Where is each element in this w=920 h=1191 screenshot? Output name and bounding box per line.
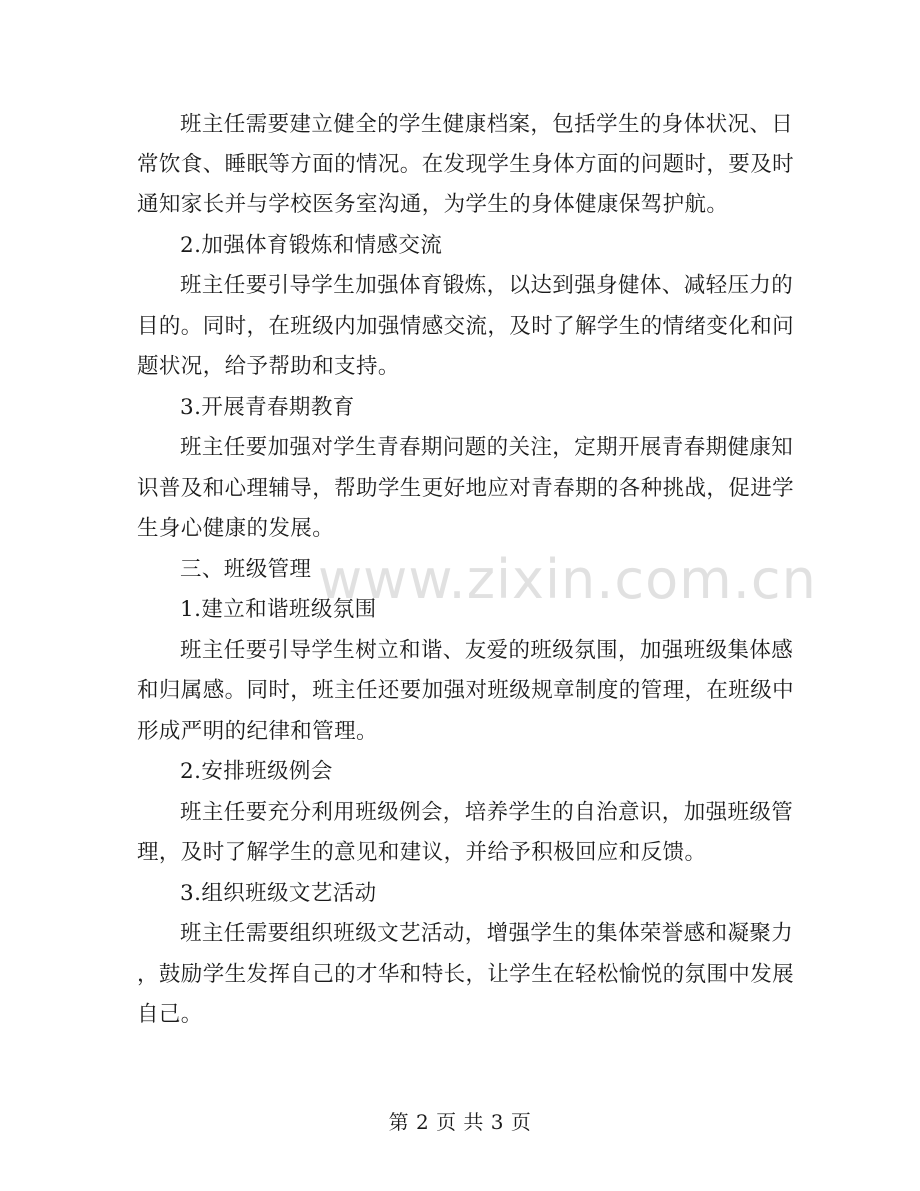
paragraph-meetings-line-2: 理，及时了解学生的意见和建议，并给予积极回应和反馈。 bbox=[137, 840, 707, 865]
paragraph-puberty-line-2: 识普及和心理辅导，帮助学生更好地应对青春期的各种挑战，促进学 bbox=[137, 476, 795, 501]
page-number-footer: 第 2 页 共 3 页 bbox=[388, 1110, 532, 1134]
watermark: www.zixin.com.cn bbox=[318, 548, 817, 611]
subheading-harmonious-atmosphere: 1.建立和谐班级氛围 bbox=[180, 597, 377, 622]
paragraph-health-records-line-3: 通知家长并与学校医务室沟通，为学生的身体健康保驾护航。 bbox=[137, 192, 729, 217]
paragraph-art-line-2: ，鼓励学生发挥自己的才华和特长，让学生在轻松愉悦的氛围中发展 bbox=[137, 962, 795, 987]
subheading-puberty-education: 3.开展青春期教育 bbox=[180, 395, 355, 420]
paragraph-atmosphere-line-3: 形成严明的纪律和管理。 bbox=[137, 719, 378, 744]
paragraph-exercise-line-3: 题状况，给予帮助和支持。 bbox=[137, 354, 400, 379]
paragraph-atmosphere-line-2: 和归属感。同时，班主任还要加强对班级规章制度的管理，在班级中 bbox=[137, 678, 795, 703]
paragraph-art-line-1: 班主任需要组织班级文艺活动，增强学生的集体荣誉感和凝聚力 bbox=[180, 921, 794, 946]
subheading-art-activities: 3.组织班级文艺活动 bbox=[180, 881, 377, 906]
paragraph-meetings-line-1: 班主任要充分利用班级例会，培养学生的自治意识，加强班级管 bbox=[180, 800, 794, 825]
paragraph-puberty-line-1: 班主任要加强对学生青春期问题的关注，定期开展青春期健康知 bbox=[180, 435, 794, 460]
section-heading-class-management: 三、班级管理 bbox=[180, 557, 312, 582]
paragraph-art-line-3: 自己。 bbox=[137, 1002, 203, 1027]
paragraph-atmosphere-line-1: 班主任要引导学生树立和谐、友爱的班级氛围，加强班级集体感 bbox=[180, 638, 794, 663]
paragraph-health-records-line-1: 班主任需要建立健全的学生健康档案，包括学生的身体状况、日 bbox=[180, 112, 794, 137]
paragraph-puberty-line-3: 生身心健康的发展。 bbox=[137, 516, 335, 541]
subheading-class-meetings: 2.安排班级例会 bbox=[180, 759, 333, 784]
paragraph-exercise-line-1: 班主任要引导学生加强体育锻炼，以达到强身健体、减轻压力的 bbox=[180, 273, 794, 298]
paragraph-exercise-line-2: 目的。同时，在班级内加强情感交流，及时了解学生的情绪变化和问 bbox=[137, 314, 795, 339]
subheading-exercise-emotion: 2.加强体育锻炼和情感交流 bbox=[180, 233, 443, 258]
paragraph-health-records-line-2: 常饮食、睡眠等方面的情况。在发现学生身体方面的问题时，要及时 bbox=[137, 152, 795, 177]
